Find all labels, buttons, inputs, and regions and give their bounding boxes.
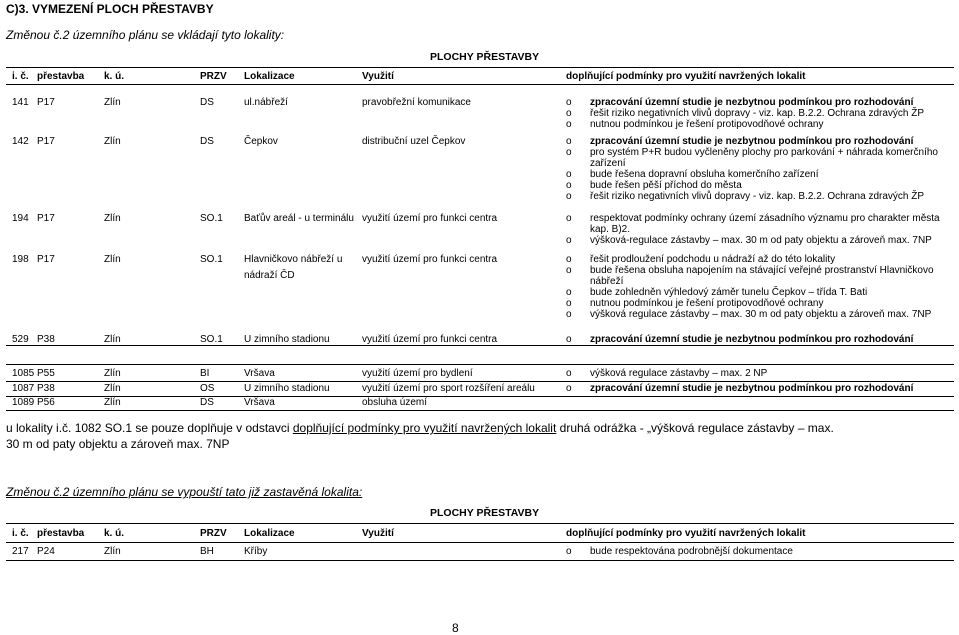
header-conditions: doplňující podmínky pro využití navržených lokalit <box>566 528 806 539</box>
paragraph-line2: 30 m od paty objektu a zároveň max. 7NP <box>6 437 230 451</box>
condition-text: nutnou podmínkou je řešení protipovodňové ochrany <box>590 119 824 130</box>
cell-lokalizace: nádraží ČD <box>244 270 295 281</box>
cell-ic: 142 <box>12 136 29 147</box>
table2-header-rule <box>6 542 954 543</box>
cell-vyuziti: distribuční uzel Čepkov <box>362 136 466 147</box>
header-prestavba: přestavba <box>37 528 85 539</box>
cell-ku: Zlín <box>104 136 121 147</box>
bullet-marker: o <box>566 136 572 147</box>
header-ic: i. č. <box>12 71 29 82</box>
paragraph-part2: druhá odrážka - „výšková regulace zástavby – max. <box>556 421 834 435</box>
cell-lokalizace: Vršava <box>244 397 275 408</box>
cell-vyuziti: využití území pro funkci centra <box>362 213 498 224</box>
page-number: 8 <box>452 621 459 635</box>
cell-lokalizace: U zimního stadionu <box>244 334 330 345</box>
condition-text: výšková-regulace zástavby – max. 30 m od paty objektu a zároveň max. 7NP <box>590 235 932 246</box>
section-title: C)3. VYMEZENÍ PLOCH PŘESTAVBY <box>6 2 214 16</box>
condition-text: zpracování územní studie je nezbytnou podmínkou pro rozhodování <box>590 136 914 147</box>
bullet-marker: o <box>566 265 572 276</box>
bullet-marker: o <box>566 383 572 394</box>
cell-przv: DS <box>200 397 214 408</box>
row-rule <box>6 381 954 382</box>
condition-text: výšková regulace zástavby – max. 2 NP <box>590 368 768 379</box>
bullet-marker: o <box>566 119 572 130</box>
cell-ku: Zlín <box>104 368 121 379</box>
bullet-marker: o <box>566 334 572 345</box>
condition-text: respektovat podmínky ochrany území zásadního významu pro charakter města kap. B)2. <box>590 213 940 235</box>
cell-ic: 217 <box>12 546 29 557</box>
condition-text: bude zohledněn výhledový záměr tunelu Čepkov – třída T. Bati <box>590 287 868 298</box>
cell-przv: DS <box>200 136 214 147</box>
cell-lokalizace: Kříby <box>244 546 268 557</box>
condition-text: bude respektována podrobnější dokumentace <box>590 546 793 557</box>
intro-text-1: Změnou č.2 územního plánu se vkládají tyto lokality: <box>6 28 285 42</box>
condition-text: výšková regulace zástavby – max. 30 m od paty objektu a zároveň max. 7NP <box>590 309 932 320</box>
condition-text: řešit prodloužení podchodu u nádraží až do této lokality <box>590 254 836 265</box>
header-przv: PRZV <box>200 528 227 539</box>
cell-prestavba: P17 <box>37 136 55 147</box>
header-vyuziti: Využití <box>362 71 394 82</box>
cell-lokalizace: Čepkov <box>244 136 278 147</box>
cell-prestavba: P38 <box>37 383 55 394</box>
bullet-marker: o <box>566 191 572 202</box>
condition-text: bude řešen pěší příchod do města <box>590 180 742 191</box>
table1-top-rule <box>6 67 954 68</box>
cell-vyuziti: využití území pro funkci centra <box>362 254 498 265</box>
bullet-marker: o <box>566 287 572 298</box>
cell-przv: DS <box>200 97 214 108</box>
cell-vyuziti: využití území pro funkci centra <box>362 334 498 345</box>
cell-prestavba: P17 <box>37 97 55 108</box>
table1-bottom-rule <box>6 410 954 411</box>
condition-text: zpracování územní studie je nezbytnou podmínkou pro rozhodování <box>590 97 914 108</box>
header-prestavba: přestavba <box>37 71 85 82</box>
cell-prestavba: P55 <box>37 368 55 379</box>
cell-lokalizace: Hlavničkovo nábřeží u <box>244 254 343 265</box>
bullet-marker: o <box>566 546 572 557</box>
table2-top-rule <box>6 523 954 524</box>
condition-text: řešit riziko negativních vlivů dopravy - viz. kap. B.2.2. Ochrana zdravých ŽP <box>590 108 925 119</box>
bullet-marker: o <box>566 97 572 108</box>
bullet-marker: o <box>566 254 572 265</box>
intro-text-2: Změnou č.2 územního plánu se vypouští tato již zastavěná lokalita: <box>6 485 363 499</box>
table2-bottom-rule <box>6 560 954 561</box>
cell-ku: Zlín <box>104 254 121 265</box>
cell-przv: SO.1 <box>200 213 223 224</box>
paragraph-part1: u lokality i.č. 1082 SO.1 se pouze doplňuje v odstavci <box>6 421 293 435</box>
cell-lokalizace: Vršava <box>244 368 275 379</box>
row-rule <box>6 396 954 397</box>
cell-przv: OS <box>200 383 215 394</box>
cell-vyuziti: využití území pro sport rozšíření areálu <box>362 383 535 394</box>
cell-ic: 1087 <box>12 383 35 394</box>
bullet-marker: o <box>566 147 572 158</box>
cell-prestavba: P17 <box>37 213 55 224</box>
cell-lokalizace: Baťův areál - u terminálu <box>244 213 354 224</box>
cell-lokalizace: ul.nábřeží <box>244 97 288 108</box>
cell-ic: 141 <box>12 97 29 108</box>
paragraph-underlined: doplňující podmínky pro využití navržených lokalit <box>292 421 557 435</box>
cell-ku: Zlín <box>104 546 121 557</box>
condition-text: pro systém P+R budou vyčleněny plochy pro parkování + náhrada komerčního zařízení <box>590 147 938 169</box>
table1-extra-rule <box>6 364 954 365</box>
table2-caption: PLOCHY PŘESTAVBY <box>430 507 540 519</box>
cell-ic: 529 <box>12 334 29 345</box>
cell-ku: Zlín <box>104 213 121 224</box>
cell-ku: Zlín <box>104 334 121 345</box>
cell-przv: BI <box>200 368 210 379</box>
cell-przv: SO.1 <box>200 334 223 345</box>
cell-lokalizace: U zimního stadionu <box>244 383 330 394</box>
header-ku: k. ú. <box>104 71 125 82</box>
bullet-marker: o <box>566 108 572 119</box>
cell-ku: Zlín <box>104 397 121 408</box>
bullet-marker: o <box>566 213 572 224</box>
bullet-marker: o <box>566 368 572 379</box>
cell-prestavba: P17 <box>37 254 55 265</box>
cell-ku: Zlín <box>104 383 121 394</box>
cell-prestavba: P56 <box>37 397 55 408</box>
condition-text: řešit riziko negativních vlivů dopravy - viz. kap. B.2.2. Ochrana zdravých ŽP <box>590 191 925 202</box>
cell-przv: BH <box>200 546 214 557</box>
cell-prestavba: P24 <box>37 546 55 557</box>
bullet-marker: o <box>566 169 572 180</box>
condition-text: nutnou podmínkou je řešení protipovodňové ochrany <box>590 298 824 309</box>
condition-text: bude řešena dopravní obsluha komerčního zařízení <box>590 169 819 180</box>
bullet-marker: o <box>566 309 572 320</box>
cell-ic: 1085 <box>12 368 35 379</box>
header-conditions: doplňující podmínky pro využití navržených lokalit <box>566 71 806 82</box>
cell-vyuziti: obsluha území <box>362 397 428 408</box>
header-przv: PRZV <box>200 71 227 82</box>
condition-text: zpracování územní studie je nezbytnou podmínkou pro rozhodování <box>590 383 914 394</box>
amendment-paragraph <box>6 421 834 435</box>
cell-ic: 198 <box>12 254 29 265</box>
bullet-marker: o <box>566 298 572 309</box>
header-vyuziti: Využití <box>362 528 394 539</box>
cell-przv: SO.1 <box>200 254 223 265</box>
cell-prestavba: P38 <box>37 334 55 345</box>
condition-text: bude řešena obsluha napojením na stávající veřejné prostranství Hlavničkovo nábřeží <box>590 265 934 287</box>
bullet-marker: o <box>566 235 572 246</box>
header-ku: k. ú. <box>104 528 125 539</box>
condition-text: zpracování územní studie je nezbytnou podmínkou pro rozhodování <box>590 334 914 345</box>
header-lokalizace: Lokalizace <box>244 71 295 82</box>
cell-ic: 1089 <box>12 397 35 408</box>
cell-ku: Zlín <box>104 97 121 108</box>
table1-caption: PLOCHY PŘESTAVBY <box>430 51 540 63</box>
cell-vyuziti: využití území pro bydlení <box>362 368 473 379</box>
bullet-marker: o <box>566 180 572 191</box>
header-lokalizace: Lokalizace <box>244 528 295 539</box>
cell-vyuziti: pravobřežní komunikace <box>362 97 471 108</box>
table1-header-rule <box>6 84 954 85</box>
table1-mid-rule <box>6 345 954 346</box>
cell-ic: 194 <box>12 213 29 224</box>
header-ic: i. č. <box>12 528 29 539</box>
